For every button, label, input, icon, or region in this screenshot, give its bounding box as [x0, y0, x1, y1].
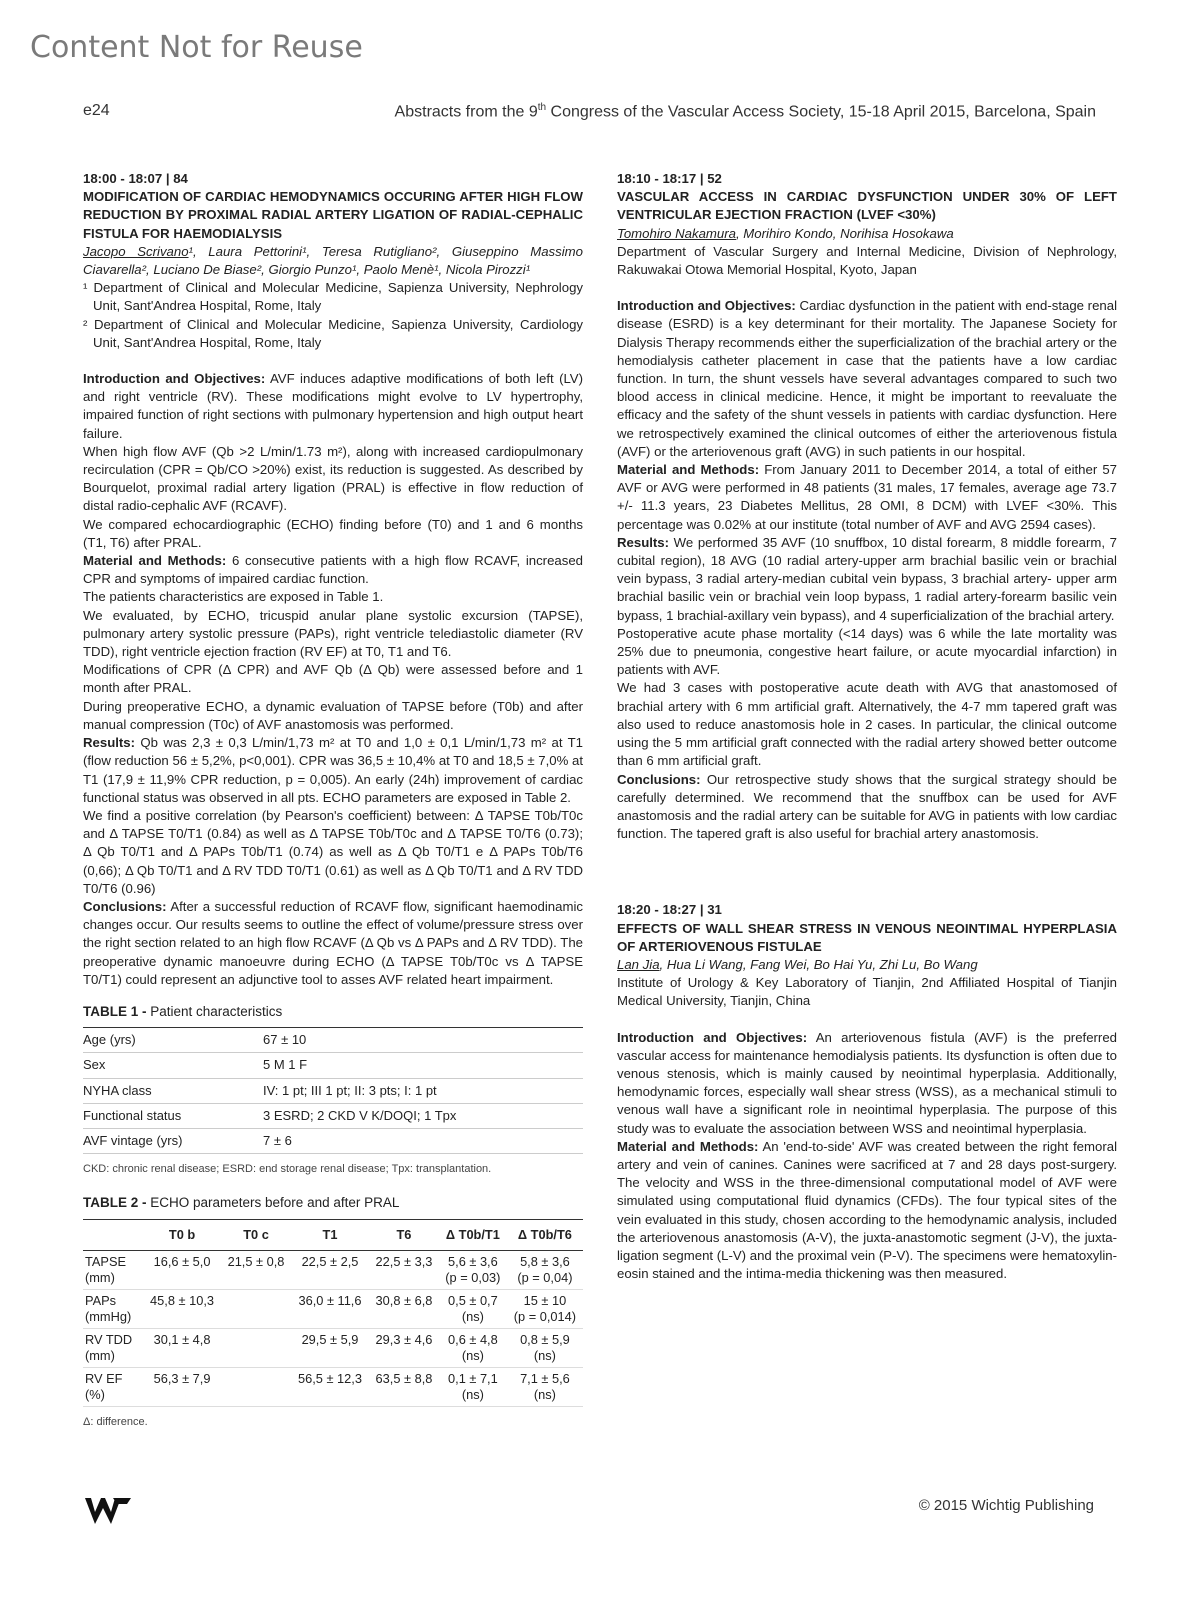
table-cell: 15 ± 10 (p = 0,014) [507, 1289, 583, 1328]
table-cell: 21,5 ± 0,8 [221, 1250, 291, 1289]
table-cell-label: Sex [83, 1053, 263, 1078]
intro-paragraph: Introduction and Objectives: An arteriovenous fistula (AVF) is the preferred vascular access for maintenance hemodialysis patients. Its dysfunction is often due to venous stenosis, which is mainly caused by neointimal hyperplasia. Additionally, hemodynamic forces, especially wall shear stress (WSS), as a mechanical stimuli to venous wall have a significant role in neointimal hyperplasia. The purpose of this study was to evaluate the association between WSS and neointimal hyperplasia. [617, 1029, 1117, 1136]
body-paragraph: When high flow AVF (Qb >2 L/min/1.73 m²), along with increased cardiopulmonary recirculation (CPR = Qb/CO >20%) exist, its reduction is suggested. As described by Bourquelot, proximal radial artery ligation (PRAL) is effective in flow reduction of distal radio-cephalic AVF (RCAVF). [83, 443, 583, 514]
methods-paragraph: Material and Methods: 6 consecutive patients with a high flow RCAVF, increased CPR and symptoms of impaired cardiac function. [83, 553, 584, 587]
abstract-52 [617, 170, 1117, 843]
table-row [83, 1128, 583, 1153]
intro-paragraph: Introduction and Objectives: Cardiac dysfunction in the patient with end-stage renal disease (ESRD) is a key determinant for their mortality. The Japanese Society for Dialysis Therapy recommends either the superficialization of the brachial artery or the hemodialysis catheter placement in case that the patients have a low cardiac function. In turn, the shunt vessels have several advantages compared to such two blood access in clinical medicine. Hence, it might be important to reevaluate the efficacy and the safety of the shunt vessels in patients with cardiac dysfunction. Here we retrospectively examined the clinical outcomes of either the arteriovenous fistula (AVF) or the arteriovenous graft (AVG) in such patients in our hospital. [617, 298, 1117, 459]
abstract-time: 18:20 - 18:27 | 31 [617, 902, 722, 918]
body-paragraph: We evaluated, by ECHO, tricuspid anular plane systolic excursion (TAPSE), pulmonary artery systolic pressure (PAPs), right ventricle telediastolic diameter (RV TDD), right ventricle ejection fraction (RV EF) at T0, T1 and T6. [83, 607, 583, 660]
table-cell-value: 3 ESRD; 2 CKD V K/DOQI; 1 Tpx [263, 1103, 583, 1128]
table-cell [221, 1367, 291, 1406]
affiliation-2: ² Department of Clinical and Molecular Medicine, Sapienza University, Cardiology Unit, Sant'Andrea Hospital, Rome, Italy [83, 316, 583, 350]
table-cell: RV TDD (mm) [83, 1328, 143, 1367]
table-cell: 7,1 ± 5,6 (ns) [507, 1367, 583, 1406]
table-header-cell: T0 b [143, 1219, 221, 1250]
table-cell: 36,0 ± 11,6 [291, 1289, 369, 1328]
table-header-cell: Δ T0b/T1 [439, 1219, 507, 1250]
table-cell: 45,8 ± 10,3 [143, 1289, 221, 1328]
abstract-title: VASCULAR ACCESS IN CARDIAC DYSFUNCTION UNDER 30% OF LEFT VENTRICULAR EJECTION FRACTION (LVEF <30%) [617, 189, 1117, 223]
affiliation: Department of Vascular Surgery and Internal Medicine, Division of Nephrology, Rakuwakai Otowa Memorial Hospital, Kyoto, Japan [617, 243, 1117, 278]
body-paragraph: During preoperative ECHO, a dynamic evaluation of TAPSE before (T0b) and after manual compression (T0c) of AVF anastomosis was performed. [83, 698, 583, 732]
table-row [83, 1078, 583, 1103]
body-paragraph: Postoperative acute phase mortality (<14 days) was 6 while the late mortality was 25% due to pneumonia, congestive heart failure, or acute myocardial infarction) in patients with AVF. [617, 625, 1117, 678]
conclusions-paragraph: Conclusions: After a successful reduction of RCAVF flow, significant haemodinamic changes occur. Our results seems to outline the effect of volume/pressure stress over the right section related to an high flow RCAVF (Δ Qb vs Δ PAPs and Δ RV TDD). The preoperative dynamic manoeuvre during ECHO (Δ TAPSE T0b/T0c vs Δ TAPSE T0/T1) could represent an adjunctive tool to asses AVF related heart impairment. [83, 898, 583, 987]
abstract-time: 18:10 - 18:17 | 52 [617, 171, 722, 186]
abstract-authors: Jacopo Scrivano¹, Laura Pettorini¹, Teresa Rutigliano², Giuseppino Massimo Ciavarella², Luciano De Biase², Giorgio Punzo¹, Paolo Menè¹, Nicola Pirozzi¹ [83, 243, 583, 278]
table-cell-value: 67 ± 10 [263, 1028, 583, 1053]
table-header-cell: T1 [291, 1219, 369, 1250]
methods-paragraph: Material and Methods: An 'end-to-side' AVF was created between the right femoral artery and vein of canines. Canines were sacrificed at 7 and 28 days post-surgery. The velocity and WSS in the three-dimensional computational model of AVF were simulated using computational fluid dynamics (CFDs). The four typical sites of the vein evaluated in this study, chosen according to the hemodynamic analysis, included the arteriovenous anastomosis (A-V), the juxta-anastomotic segment (J-V), the juxta-ligation segment (L-V) and the proximal vein (P-V). The specimens were hematoxylin-eosin stained and the intima-media thickening was then measured. [617, 1138, 1117, 1282]
body-paragraph: Modifications of CPR (Δ CPR) and AVF Qb (Δ Qb) were assessed before and 1 month after PRAL. [83, 662, 583, 696]
table2-note: Δ: difference. [83, 1415, 148, 1428]
abstract-title: EFFECTS OF WALL SHEAR STRESS IN VENOUS NEOINTIMAL HYPERPLASIA OF ARTERIOVENOUS FISTULAE [617, 920, 1117, 954]
presenting-author: Lan Jia [617, 956, 660, 972]
table-cell [221, 1328, 291, 1367]
table-row [83, 1250, 583, 1289]
table-cell: 30,1 ± 4,8 [143, 1328, 221, 1367]
affiliation-1: ¹ Department of Clinical and Molecular Medicine, Sapienza University, Nephrology Unit, Sant'Andrea Hospital, Rome, Italy [83, 280, 583, 314]
abstract-31 [617, 901, 1117, 1283]
wichtig-logo-icon [83, 1494, 133, 1528]
table-cell: RV EF (%) [83, 1367, 143, 1406]
abstract-84 [83, 170, 583, 1431]
body-paragraph: We find a positive correlation (by Pearson's coefficient) between: Δ TAPSE T0b/T0c and Δ TAPSE T0/T1 (0.84) as well as Δ TAPSE T0b/T0c and Δ TAPSE T0/T6 (0.73); Δ Qb T0/T1 and Δ PAPs T0b/T1 (0.74) as well as Δ Qb T0/T1 e Δ PAPs T0b/T6 (0,66); Δ Qb T0/T1 and Δ RV TDD T0/T1 (0.61) as well as Δ Qb T0/T1 and Δ RV TDD T0/T6 (0.96) [83, 807, 583, 896]
table-cell: 63,5 ± 8,8 [369, 1367, 439, 1406]
body-paragraph: We had 3 cases with postoperative acute death with AVG that anastomosed of brachial artery with 6 mm artificial graft. Alternatively, the 4-7 mm tapered graft was also used to reduce anastomosis hole in 2 cases. In particular, the clinical outcome using the 5 mm artificial graft connected with the radial artery showed better outcome than 6 mm artificial graft. [617, 680, 1117, 769]
table-header-cell [83, 1219, 143, 1250]
abstract-authors: Tomohiro Nakamura, Morihiro Kondo, Norihisa Hosokawa [617, 225, 954, 241]
table-cell [221, 1289, 291, 1328]
table-cell-value: 5 M 1 F [263, 1053, 583, 1078]
table2-caption: TABLE 2 - ECHO parameters before and after PRAL [83, 1195, 400, 1211]
table1-patient-characteristics [83, 1027, 583, 1154]
table-header-cell: T6 [369, 1219, 439, 1250]
table-cell: 5,8 ± 3,6 (p = 0,04) [507, 1250, 583, 1289]
methods-paragraph: Material and Methods: From January 2011 to December 2014, a total of either 57 AVF or AVG were performed in 48 patients (31 males, 17 females, average age 73.7 +/- 11.3 years, 23 Diabetes Mellitus, 28 OMI, 8 DCM) with LVEF <30%. This percentage was 0.02% at our institute (total number of AVF and AVG 2594 cases). [617, 462, 1117, 532]
table-row [83, 1367, 583, 1406]
intro-paragraph: Introduction and Objectives: AVF induces adaptive modifications of both left (LV) and right ventricle (RV). These modifications might evolve to LV hypertrophy, impaired function of right sections with pulmonary hypertension and high output heart failure. [83, 371, 583, 441]
table-cell: 0,6 ± 4,8 (ns) [439, 1328, 507, 1367]
table-cell-value: 7 ± 6 [263, 1128, 583, 1153]
table-cell-value: IV: 1 pt; III 1 pt; II: 3 pts; I: 1 pt [263, 1078, 583, 1103]
presenting-author: Tomohiro Nakamura [617, 225, 736, 241]
table-cell: 30,8 ± 6,8 [369, 1289, 439, 1328]
table-cell-label: Age (yrs) [83, 1028, 263, 1053]
table-cell-label: NYHA class [83, 1078, 263, 1103]
table-cell: 0,8 ± 5,9 (ns) [507, 1328, 583, 1367]
body-paragraph: The patients characteristics are exposed in Table 1. [83, 589, 384, 605]
right-column [617, 170, 1117, 1305]
table-cell-label: Functional status [83, 1103, 263, 1128]
table-cell: 29,3 ± 4,6 [369, 1328, 439, 1367]
results-paragraph: Results: We performed 35 AVF (10 snuffbox, 10 distal forearm, 8 middle forearm, 7 cubital region), 18 AVG (10 radial artery-upper arm brachial basilic vein or brachial vein bypass, 3 radial artery-median cubital vein bypass, 3 brachial artery- upper arm brachial basilic vein or brachial vein loop bypass, 1 radial artery-forearm basilic vein bypass, 1 brachial-axillary vein bypass), and 4 superficialization of the brachial artery. [617, 534, 1117, 623]
table-cell: 56,3 ± 7,9 [143, 1367, 221, 1406]
left-column [83, 170, 583, 1453]
table1-note: CKD: chronic renal disease; ESRD: end storage renal disease; Tpx: transplantation. [83, 1163, 492, 1176]
table-cell: PAPs (mmHg) [83, 1289, 143, 1328]
presenting-author: Jacopo Scrivano [83, 243, 189, 259]
body-paragraph: We compared echocardiographic (ECHO) finding before (T0) and 1 and 6 months (T1, T6) after PRAL. [83, 516, 583, 550]
table-cell: 22,5 ± 3,3 [369, 1250, 439, 1289]
table-cell-label: AVF vintage (yrs) [83, 1128, 263, 1153]
table2-echo-parameters [83, 1219, 583, 1407]
table-cell: TAPSE (mm) [83, 1250, 143, 1289]
table-row [83, 1289, 583, 1328]
table-cell: 0,1 ± 7,1 (ns) [439, 1367, 507, 1406]
table-header-cell: T0 c [221, 1219, 291, 1250]
table-cell: 5,6 ± 3,6 (p = 0,03) [439, 1250, 507, 1289]
table-cell: 22,5 ± 2,5 [291, 1250, 369, 1289]
table-row [83, 1053, 583, 1078]
table-cell: 29,5 ± 5,9 [291, 1328, 369, 1367]
affiliation: Institute of Urology & Key Laboratory of Tianjin, 2nd Affiliated Hospital of Tianjin Medical University, Tianjin, China [617, 975, 1117, 1009]
running-header: Abstracts from the 9th Congress of the Vascular Access Society, 15-18 April 2015, Barcelona, Spain [394, 102, 1096, 121]
table-cell: 0,5 ± 0,7 (ns) [439, 1289, 507, 1328]
copyright: © 2015 Wichtig Publishing [918, 1497, 1094, 1514]
page-number: e24 [83, 102, 110, 119]
results-paragraph: Results: Qb was 2,3 ± 0,3 L/min/1,73 m² at T0 and 1,0 ± 0,1 L/min/1,73 m² at T1 (flow reduction 56 ± 5,2%, p<0,001). CPR was 36,5 ± 10,4% at T0 and 18,5 ± 7,0% at T1 (17,9 ± 11,9% CPR reduction, p = 0,005). An early (24h) improvement of cardiac functional status was observed in all pts. ECHO parameters are exposed in Table 2. [83, 735, 583, 805]
abstract-time: 18:00 - 18:07 | 84 [83, 171, 188, 186]
table-row [83, 1028, 583, 1053]
table-row [83, 1328, 583, 1367]
abstract-title: MODIFICATION OF CARDIAC HEMODYNAMICS OCCURING AFTER HIGH FLOW REDUCTION BY PROXIMAL RADIAL ARTERY LIGATION OF RADIAL-CEPHALIC FISTULA FOR HAEMODIALYSIS [83, 189, 583, 241]
table-row [83, 1103, 583, 1128]
watermark-text: Content Not for Reuse [30, 30, 363, 65]
abstract-authors: Lan Jia, Hua Li Wang, Fang Wei, Bo Hai Yu, Zhi Lu, Bo Wang [617, 956, 978, 972]
table1-caption: TABLE 1 - Patient characteristics [83, 1003, 283, 1019]
table-header-cell: Δ T0b/T6 [507, 1219, 583, 1250]
table-cell: 16,6 ± 5,0 [143, 1250, 221, 1289]
conclusions-paragraph: Conclusions: Our retrospective study shows that the surgical strategy should be carefully determined. We recommend that the snuffbox can be used for AVF anastomosis and the radial artery can be suitable for AVG in patients with low cardiac function. The tapered graft is also useful for brachial artery anastomosis. [617, 771, 1117, 842]
table-cell: 56,5 ± 12,3 [291, 1367, 369, 1406]
